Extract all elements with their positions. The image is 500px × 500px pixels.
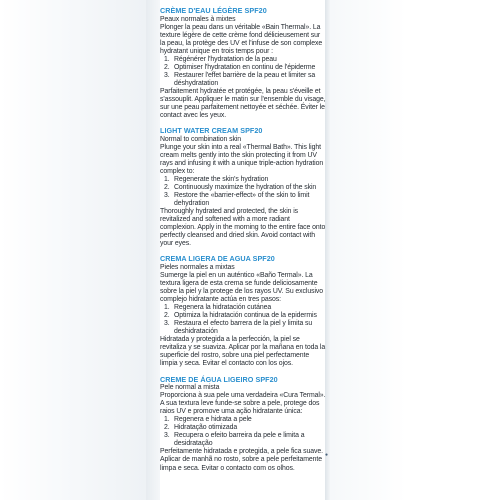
- section-spanish: [160, 255, 326, 368]
- step-text: Regenera la hidratación cutánea: [174, 304, 272, 312]
- section-french: [160, 7, 326, 120]
- section-subtitle: Peaux normales à mixtes: [160, 15, 236, 23]
- print-mark: ●: [325, 452, 329, 458]
- section-outro: Hidratada y protegida a la perfección, la piel se revitaliza y se suaviza. Aplicar por la mañana en toda la superficie del rostro, sobre una piel perfectamente limpia y seca. Evitar el contacto con los ojos.: [160, 336, 326, 368]
- section-english: [160, 127, 326, 248]
- step-number: 2.: [164, 312, 170, 320]
- section-outro: Parfaitement hydratée et protégée, la peau s'éveille et s'assouplit. Appliquer le matin sur l'ensemble du visage, sur une peau parfaitement nettoyée et séchée. Éviter le contact avec les yeux.: [160, 87, 326, 120]
- list-item: [160, 304, 326, 312]
- step-number: 3.: [164, 192, 170, 200]
- list-item: [160, 184, 326, 192]
- right-background: [330, 0, 500, 500]
- step-number: 2.: [164, 63, 170, 71]
- step-text: Regenerate the skin's hydration: [174, 175, 269, 183]
- step-number: 1.: [164, 416, 170, 424]
- step-text: Restaura el efecto barrera de la piel y limita su deshidratación: [174, 320, 313, 336]
- step-text: Optimiser l'hydratation en continu de l'épiderme: [174, 63, 316, 71]
- section-title: CRÈME D'EAU LÉGÈRE SPF20: [160, 6, 267, 15]
- section-subtitle: Normal to combination skin: [160, 135, 242, 143]
- section-portuguese: [160, 374, 329, 473]
- step-number: 2.: [164, 183, 170, 191]
- list-item: [160, 320, 326, 336]
- step-list: [160, 416, 326, 448]
- list-item: [160, 424, 326, 432]
- list-item: [160, 312, 326, 320]
- step-list: [160, 56, 326, 88]
- section-intro: Plunge your skin into a real «Thermal Bath». This light cream melts gently into the skin protecting it from UV rays and infusing it with a unique triple-action hydration complex to:: [160, 143, 324, 175]
- section-subtitle: Pele normal a mista: [160, 384, 220, 392]
- left-background: [0, 0, 146, 500]
- step-number: 1.: [164, 175, 170, 183]
- list-item: [160, 64, 326, 72]
- list-item: [160, 72, 326, 88]
- step-number: 3.: [164, 71, 170, 79]
- list-item: [160, 176, 326, 184]
- step-number: 3.: [164, 320, 170, 328]
- section-intro: Plonger la peau dans un véritable «Bain Thermal». La texture légère de cette crème fond délicieusement sur la peau, la protège des UV et l'infuse de son complexe hydratant unique en trois temps pour :: [160, 23, 323, 55]
- section-intro: Sumerge la piel en un auténtico «Baño Termal». La textura ligera de esta crema se funde deliciosamente sobre la piel y la protege de los rayos UV. Su exclusivo complejo hidratante actúa en tres pasos:: [160, 271, 324, 304]
- step-text: Recupera o efeito barreira da pele e limita a desidratação: [174, 432, 305, 448]
- section-outro: Perfeitamente hidratada e protegida, a pele fica suave. Aplicar de manhã no rosto, sobre a pele perfeitamente limpa e seca. Evitar o contacto com os olhos.: [160, 448, 323, 472]
- step-text: Optimiza la hidratación continua de la epidermis: [174, 312, 317, 320]
- step-text: Continuously maximize the hydration of the skin: [174, 183, 317, 191]
- step-text: Regenera e hidrata a pele: [174, 416, 252, 424]
- section-subtitle: Pieles normales a mixtas: [160, 263, 235, 271]
- step-text: Restore the «barrier-effect» of the skin to limit dehydration: [174, 192, 310, 208]
- section-outro: Thoroughly hydrated and protected, the skin is revitalized and softened with a more radiant complexion. Apply in the morning to the entire face onto perfectly cleansed and dried skin. Avoid contact with your eyes.: [160, 208, 326, 248]
- product-leaflet: [160, 6, 329, 480]
- step-list: [160, 304, 326, 336]
- step-text: Hidratação otimizada: [174, 424, 238, 432]
- step-number: 1.: [164, 55, 170, 63]
- section-title: CREMA LIGERA DE AGUA SPF20: [160, 254, 275, 264]
- section-title: LIGHT WATER CREAM SPF20: [160, 126, 263, 136]
- left-shadow: [146, 0, 160, 500]
- list-item: [160, 192, 326, 208]
- section-title: CREME DE ÁGUA LIGEIRO SPF20: [160, 374, 278, 384]
- step-text: Restaurer l'effet barrière de la peau et limiter sa déshydratation: [174, 71, 316, 87]
- list-item: [160, 56, 326, 64]
- list-item: [160, 416, 326, 424]
- step-number: 2.: [164, 424, 170, 432]
- list-item: [160, 432, 326, 448]
- step-number: 1.: [164, 304, 170, 312]
- step-text: Régénérer l'hydratation de la peau: [174, 55, 277, 63]
- step-list: [160, 176, 326, 208]
- section-intro: Proporciona à sua pele uma verdadeira «Cura Termal». A sua textura leve funde-se sobre a pele, protege dos raios UV e promove uma ação hidratante única:: [160, 392, 326, 416]
- step-number: 3.: [164, 432, 170, 440]
